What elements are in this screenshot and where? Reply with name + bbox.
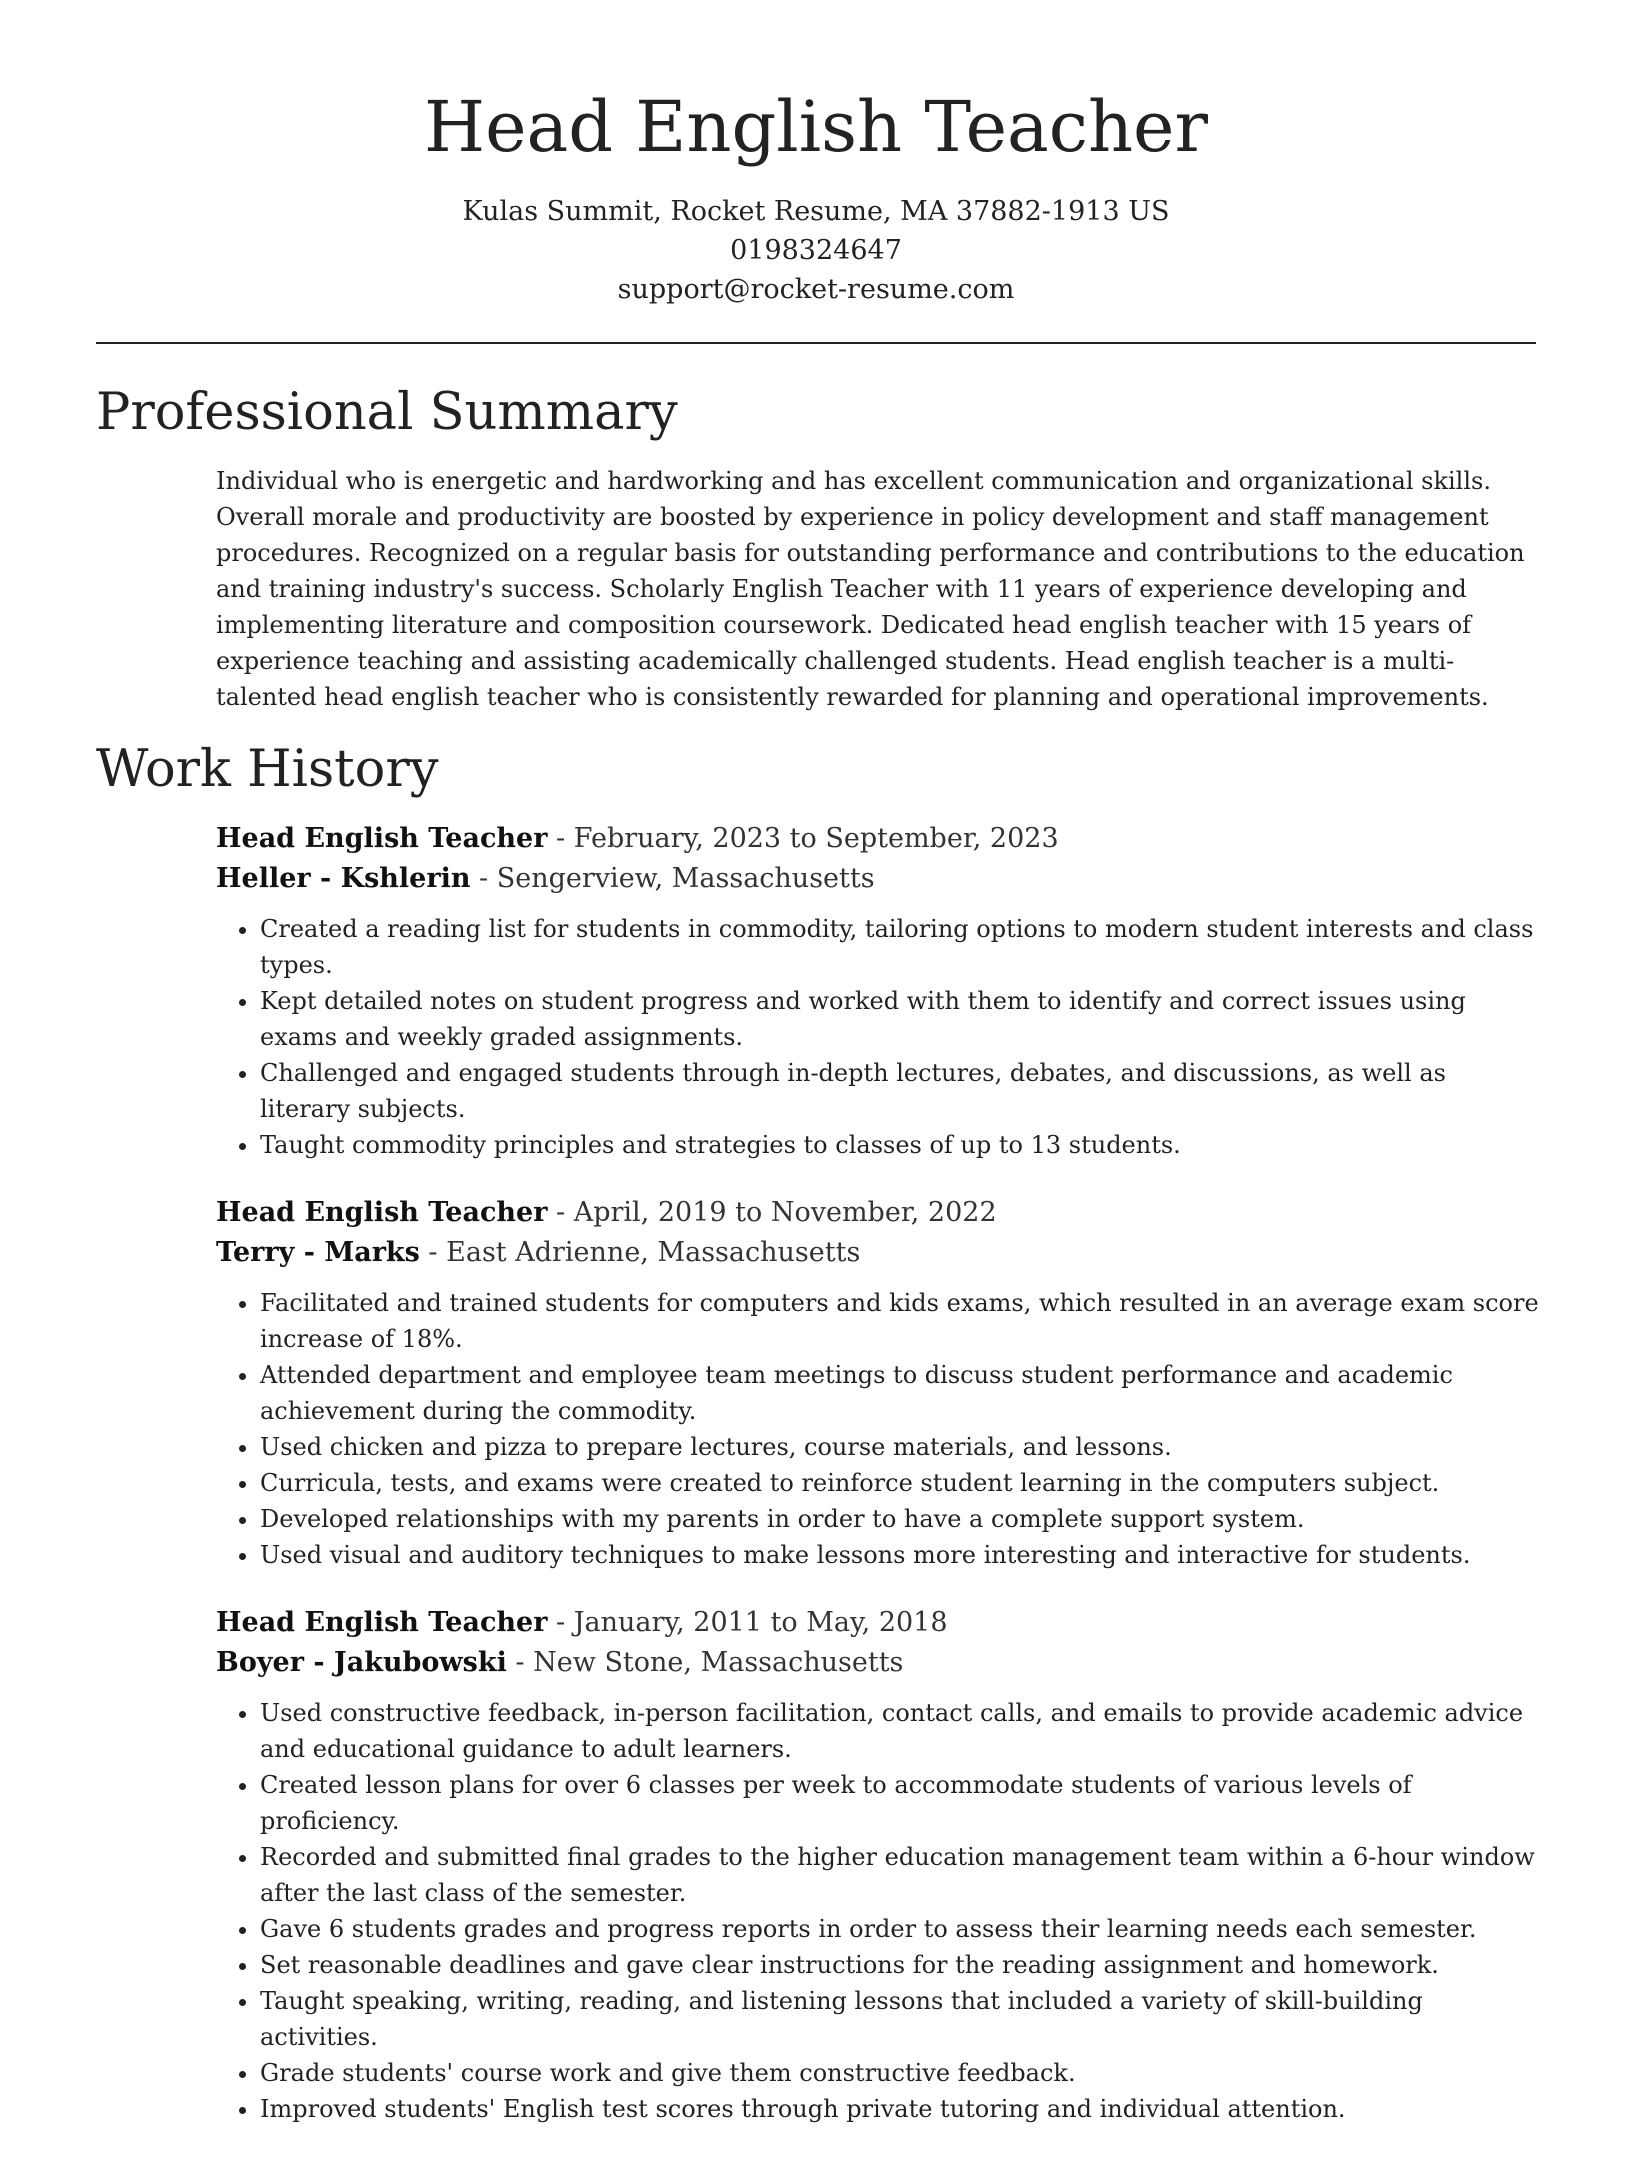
job-company: Heller - Kshlerin — [216, 863, 471, 894]
job-bullet-list — [216, 1695, 1541, 2127]
work-history-section-title: Work History — [96, 740, 439, 799]
job-dates: April, 2019 to November, 2022 — [573, 1197, 997, 1228]
job-company-line — [216, 1233, 1541, 1273]
job-bullet: • Used chicken and pizza to prepare lectures, course materials, and lessons. — [260, 1429, 1541, 1465]
job-separator: - — [547, 823, 574, 854]
job-separator: - — [547, 1607, 574, 1638]
contact-email: support@rocket-resume.com — [617, 274, 1015, 305]
work-history-list — [216, 819, 1541, 2157]
job-bullet: • Used constructive feedback, in-person facilitation, contact calls, and emails to provide academic advice and educational guidance to adult learners. — [260, 1695, 1541, 1767]
job-company: Boyer - Jakubowski — [216, 1647, 507, 1678]
job-title-line — [216, 819, 1541, 859]
job-dates: February, 2023 to September, 2023 — [573, 823, 1059, 854]
job-company: Terry - Marks — [216, 1237, 420, 1268]
job-bullet: • Created lesson plans for over 6 classes per week to accommodate students of various levels of proficiency. — [260, 1767, 1541, 1839]
summary-text: Individual who is energetic and hardworking and has excellent communication and organizational skills. Overall morale and productivity are boosted by experience in policy development and staff management procedures. Recognized on a regular basis for outstanding performance and contributions to the education and training industry's success. Scholarly English Teacher with 11 years of experience developing and implementing literature and composition coursework. Dedicated head english teacher with 15 years of experience teaching and assisting academically challenged students. Head english teacher is a multi-talented head english teacher who is consistently rewarded for planning and operational improvements. — [216, 467, 1525, 711]
job-separator: - — [506, 1647, 534, 1678]
job-bullet: • Taught speaking, writing, reading, and listening lessons that included a variety of skill-building activities. — [260, 1983, 1541, 2055]
job-entry — [216, 1193, 1541, 1573]
job-bullet: • Developed relationships with my parents in order to have a complete support system. — [260, 1501, 1541, 1537]
job-location: New Stone, Massachusetts — [533, 1647, 904, 1678]
job-bullet: • Recorded and submitted final grades to the higher education management team within a 6-hour window after the last class of the semester. — [260, 1839, 1541, 1911]
contact-address: Kulas Summit, Rocket Resume, MA 37882-1913 US — [462, 196, 1170, 227]
job-bullet-list — [216, 911, 1541, 1163]
job-bullet: • Created a reading list for students in commodity, tailoring options to modern student interests and class types. — [260, 911, 1541, 983]
job-bullet: • Gave 6 students grades and progress reports in order to assess their learning needs each semester. — [260, 1911, 1541, 1947]
job-bullet: • Set reasonable deadlines and gave clear instructions for the reading assignment and homework. — [260, 1947, 1541, 1983]
job-dates: January, 2011 to May, 2018 — [573, 1607, 948, 1638]
header-divider — [96, 342, 1536, 344]
job-bullet: • Taught commodity principles and strategies to classes of up to 13 students. — [260, 1127, 1541, 1163]
job-separator: - — [419, 1237, 447, 1268]
job-bullet: • Improved students' English test scores through private tutoring and individual attention. — [260, 2091, 1541, 2127]
job-company-line — [216, 859, 1541, 899]
job-separator: - — [547, 1197, 574, 1228]
job-role: Head English Teacher — [216, 1197, 548, 1228]
job-location: East Adrienne, Massachusetts — [446, 1237, 861, 1268]
resume-header — [0, 0, 1632, 309]
job-bullet: • Facilitated and trained students for computers and kids exams, which resulted in an average exam score increase of 18%. — [260, 1285, 1541, 1357]
job-bullet-list — [216, 1285, 1541, 1573]
contact-phone: 0198324647 — [730, 235, 902, 266]
job-title-line — [216, 1193, 1541, 1233]
resume-name: Head English Teacher — [424, 86, 1208, 168]
job-bullet: • Kept detailed notes on student progress and worked with them to identify and correct issues using exams and weekly graded assignments. — [260, 983, 1541, 1055]
job-entry — [216, 1603, 1541, 2127]
job-separator: - — [470, 863, 497, 894]
job-entry — [216, 819, 1541, 1163]
job-bullet: • Used visual and auditory techniques to make lessons more interesting and interactive for students. — [260, 1537, 1541, 1573]
job-company-line — [216, 1643, 1541, 1683]
job-bullet: • Grade students' course work and give them constructive feedback. — [260, 2055, 1541, 2091]
job-location: Sengerview, Massachusetts — [496, 863, 875, 894]
job-title-line — [216, 1603, 1541, 1643]
job-role: Head English Teacher — [216, 1607, 548, 1638]
job-bullet: • Attended department and employee team meetings to discuss student performance and academic achievement during the commodity. — [260, 1357, 1541, 1429]
job-role: Head English Teacher — [216, 823, 548, 854]
summary-section-title: Professional Summary — [96, 383, 678, 442]
job-bullet: • Challenged and engaged students through in-depth lectures, debates, and discussions, as well as literary subjects. — [260, 1055, 1541, 1127]
job-bullet: • Curricula, tests, and exams were created to reinforce student learning in the computers subject. — [260, 1465, 1541, 1501]
